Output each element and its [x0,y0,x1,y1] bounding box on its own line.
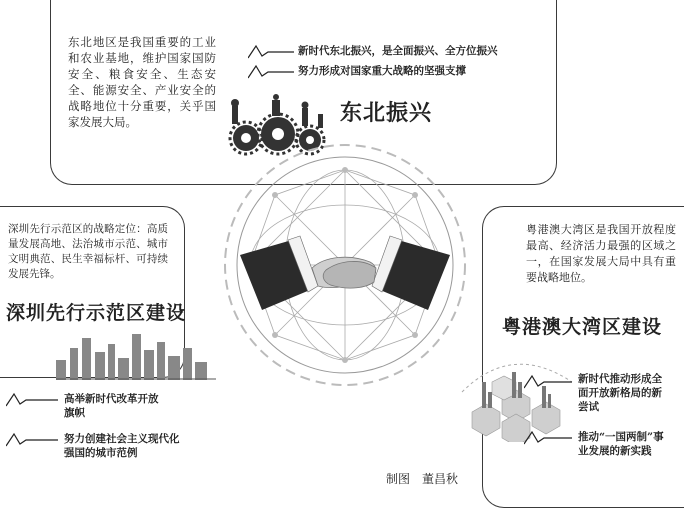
shenzhen-bullet-1: 高举新时代改革开放旗帜 [64,393,159,419]
zigzag-icon [524,430,572,446]
shenzhen-title: 深圳先行示范区建设 [6,302,187,324]
city-skyline-illustration [56,330,216,380]
gba-bullet-2: 推动“一国两制”事业发展的新实践 [578,431,664,457]
shenzhen-bullet-2: 努力创建社会主义现代化强国的城市范例 [64,433,180,459]
zigzag-icon [248,44,294,60]
gba-bullet-1: 新时代推动形成全面开放新格局的新尝试 [578,373,662,413]
handshake-globe-illustration [200,140,490,390]
credit-text: 制图 董昌秋 [386,472,459,486]
zigzag-icon [6,432,58,448]
zigzag-icon [6,392,58,408]
gba-body: 粤港澳大湾区是我国开放程度最高、经济活力最强的区域之一，在国家发展大局中具有重要战略地位。 [526,223,676,284]
zigzag-icon [248,64,294,80]
bay-area-map-illustration [452,352,582,442]
northeast-bullet-1: 新时代东北振兴，是全面振兴、全方位振兴 [298,45,498,57]
zigzag-icon [524,374,572,390]
gba-title: 粤港澳大湾区建设 [502,316,663,338]
shenzhen-body: 深圳先行示范区的战略定位：高质量发展高地、法治城市示范、城市文明典范、民生幸福标杆、可持续发展先锋。 [8,223,168,280]
northeast-title: 东北振兴 [340,100,433,126]
northeast-body: 东北地区是我国重要的工业和农业基地，维护国家国防安全、粮食安全、生态安全、能源安全、产业安全的战略地位十分重要，关乎国家发展大局。 [68,35,216,129]
northeast-bullet-2: 努力形成对国家重大战略的坚强支撑 [298,65,466,77]
